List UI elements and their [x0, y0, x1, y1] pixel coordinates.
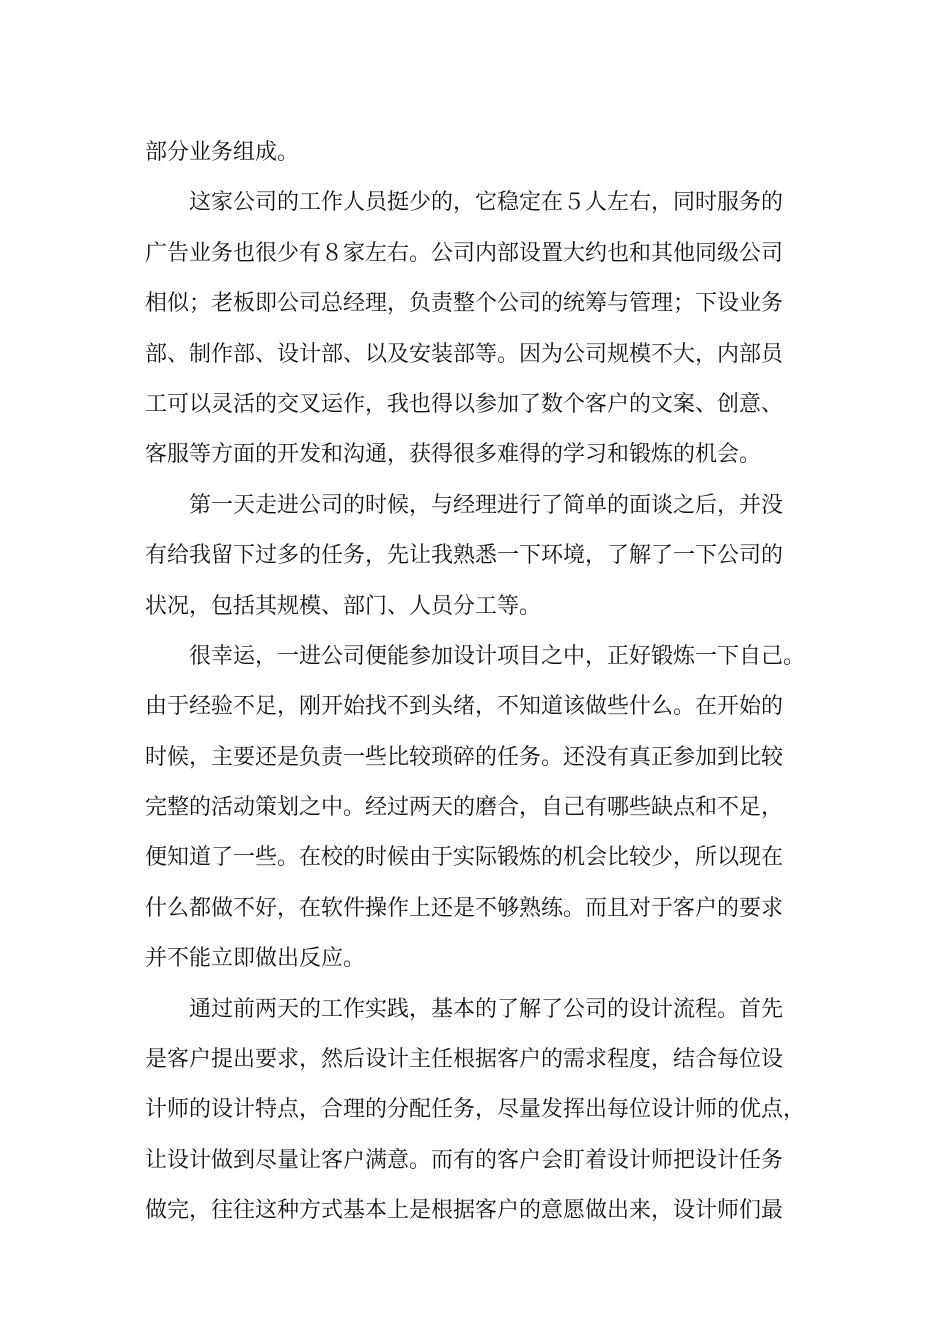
text-line: 相似；老板即公司总经理，负责整个公司的统筹与管理；下设业务 [145, 291, 784, 317]
paragraph-first-line: 这家公司的工作人员挺少的，它稳定在５人左右，同时服务的 [189, 190, 784, 216]
text-line: 由于经验不足，刚开始找不到头绪，不知道该做些什么。在开始的 [145, 694, 784, 720]
text-line: 时候，主要还是负责一些比较琐碎的任务。还没有真正参加到比较 [145, 744, 784, 770]
text-line: 状况，包括其规模、部门、人员分工等。 [145, 593, 542, 619]
text-line: 计师的设计特点，合理的分配任务，尽量发挥出每位设计师的优点， [145, 1097, 806, 1123]
text-line: 便知道了一些。在校的时候由于实际锻炼的机会比较少，所以现在 [145, 845, 784, 871]
text-line: 客服等方面的开发和沟通，获得很多难得的学习和锻炼的机会。 [145, 442, 762, 468]
text-line: 是客户提出要求，然后设计主任根据客户的需求程度，结合每位设 [145, 1047, 784, 1073]
text-line: 完整的活动策划之中。经过两天的磨合，自己有哪些缺点和不足， [145, 795, 784, 821]
paragraph-first-line: 通过前两天的工作实践，基本的了解了公司的设计流程。首先 [189, 996, 784, 1022]
paragraph-first-line: 很幸运，一进公司便能参加设计项目之中，正好锻炼一下自己。 [189, 643, 806, 669]
text-line: 有给我留下过多的任务，先让我熟悉一下环境，了解了一下公司的 [145, 543, 784, 569]
text-line: 什么都做不好，在软件操作上还是不够熟练。而且对于客户的要求 [145, 895, 784, 921]
text-line: 工可以灵活的交叉运作，我也得以参加了数个客户的文案、创意、 [145, 391, 784, 417]
text-line: 让设计做到尽量让客户满意。而有的客户会盯着设计师把设计任务 [145, 1147, 784, 1173]
text-line: 做完，往往这种方式基本上是根据客户的意愿做出来，设计师们最 [145, 1198, 784, 1224]
text-line: 并不能立即做出反应。 [145, 946, 366, 972]
document-body [145, 128, 825, 1237]
text-line: 部分业务组成。 [145, 140, 300, 165]
text-line: 广告业务也很少有８家左右。公司内部设置大约也和其他同级公司 [145, 240, 784, 266]
text-line: 部、制作部、设计部、以及安装部等。因为公司规模不大，内部员 [145, 341, 784, 367]
paragraph-first-line: 第一天走进公司的时候，与经理进行了简单的面谈之后，并没 [189, 492, 784, 518]
